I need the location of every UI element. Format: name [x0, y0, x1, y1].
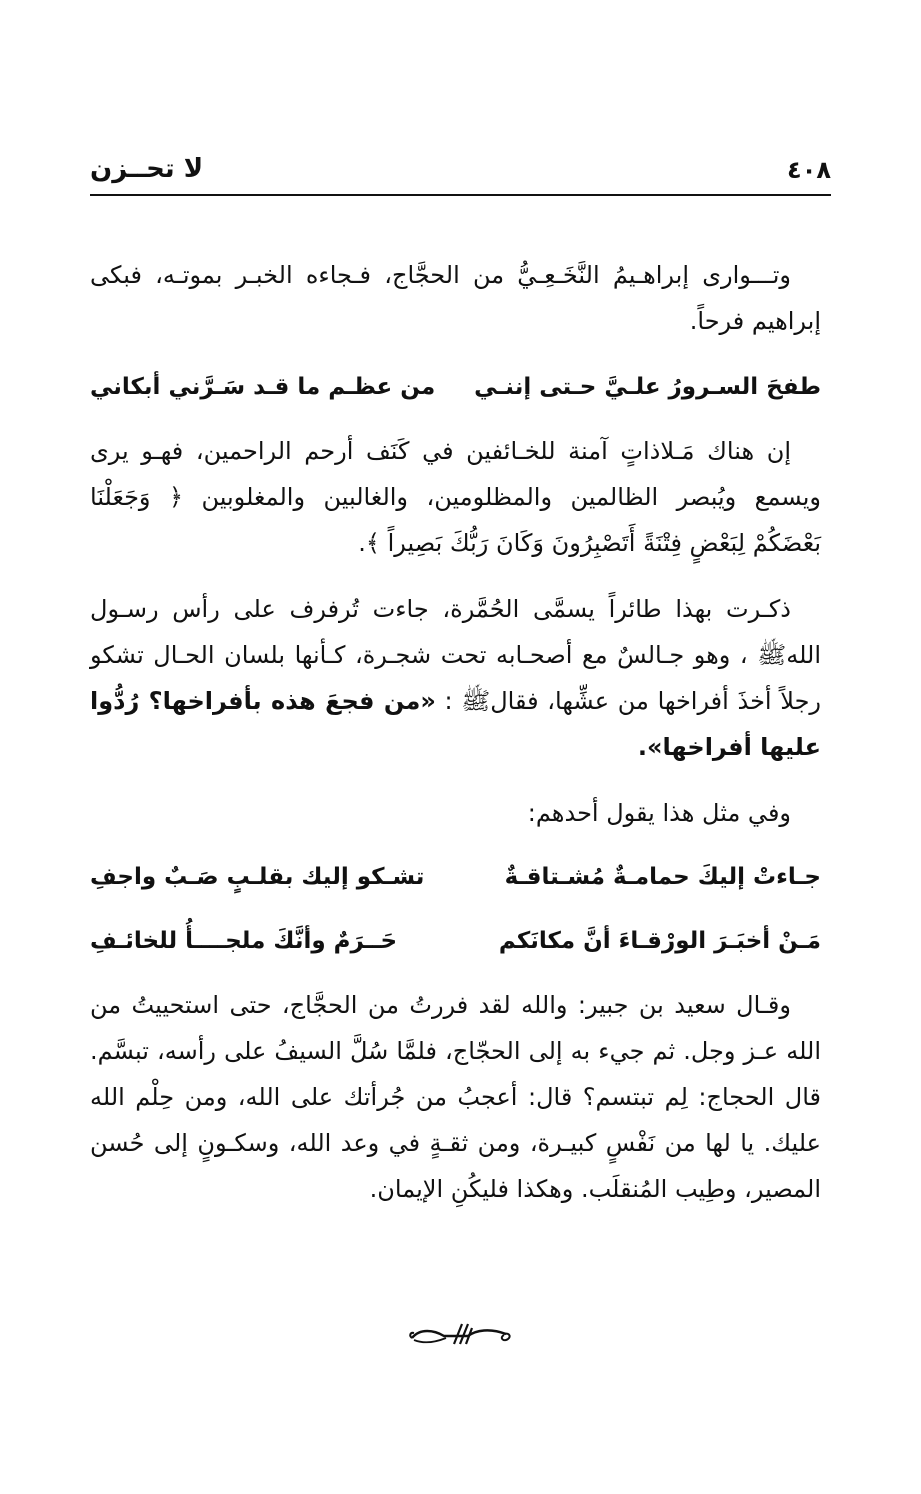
page-header [90, 150, 831, 196]
paragraph-saeed: وقـال سعيد بن جبير: والله لقد فررتُ من الحجَّاج، حتى استحييتُ من الله عـز وجل. ثم جيء به إلى الحجّاج، فلمَّا سُلَّ السيفُ على رأسه، تبسَّم. قال الحجاج: لِم تبتسم؟ قال: أعجبُ من جُرأتك على الله، ومن حِلْم الله عليك. يا لها من نَفْسٍ كبيـرة، ومن ثقـةٍ في وعد الله، وسكـونٍ إلى حُسن المصير، وطِيب المُنقلَب. وهكذا فليكُنِ الإيمان. [90, 991, 821, 1203]
verse-line-2 [90, 854, 821, 900]
verse-3-second-hemistich: حَــرَمٌ وأنَّكَ ملجــــأُ للخائـفِ [90, 928, 398, 954]
verse-2-first-hemistich: جـاءتْ إليكَ حمامـةٌ مُشـتاقـةٌ [504, 864, 821, 890]
paragraph-ibrahim: وتـــوارى إبراهـيمُ النَّخَـعِـيُّ من الحجَّاج، فـجاءه الخبـر بموتـه، فبكى إبراهيم فرحاً. [90, 261, 821, 335]
hadith-quote: «من فجعَ هذه بأفراخها؟ رُدُّوا عليها أفراخها». [90, 687, 821, 761]
bird-story-text: ذكـرت بهذا طائراً يسمَّى الحُمَّرة، جاءت تُرفرف على رأس رسـول اللهﷺ ، وهو جـالسٌ مع أصحـابه تحت شجـرة، كـأنها بلسان الحـال تشكو رجلاً أخذَ أفراخها من عشِّها، فقالﷺ : [90, 595, 821, 715]
verse-1-first-hemistich: طفحَ السـرورُ علـيَّ حـتى إننـي [474, 374, 821, 400]
verse-2-second-hemistich: تشـكو إليك بقلـبٍ صَـبٌ واجفِ [90, 864, 425, 890]
decorative-flourish-icon [0, 1318, 921, 1352]
book-title: لا تحــزن [90, 154, 204, 184]
page-number: ٤٠٨ [787, 156, 831, 184]
paragraph-bird [90, 586, 821, 770]
verse-line-1 [90, 364, 821, 410]
verse-line-3 [90, 918, 821, 964]
paragraph-refuge: إن هناك مَـلاذاتٍ آمنة للخـائفين في كَنَف أرحم الراحمين، فهـو يرى ويسمع ويُبصر الظالمين والمظلومين، والغالبين والمغلوبين ﴿ وَجَعَلْنَا بَعْضَكُمْ لِبَعْضٍ فِتْنَةً أَتَصْبِرُونَ وَكَانَ رَبُّكَ بَصِيراً ﴾. [90, 437, 821, 557]
paragraph-poem-intro: وفي مثل هذا يقول أحدهم: [527, 799, 791, 827]
verse-1-second-hemistich: من عظـم ما قـد سَـرَّني أبكاني [90, 374, 436, 400]
verse-3-first-hemistich: مَـنْ أخبَـرَ الورْقـاءَ أنَّ مكانَكم [498, 928, 821, 954]
page-content [90, 252, 821, 1232]
